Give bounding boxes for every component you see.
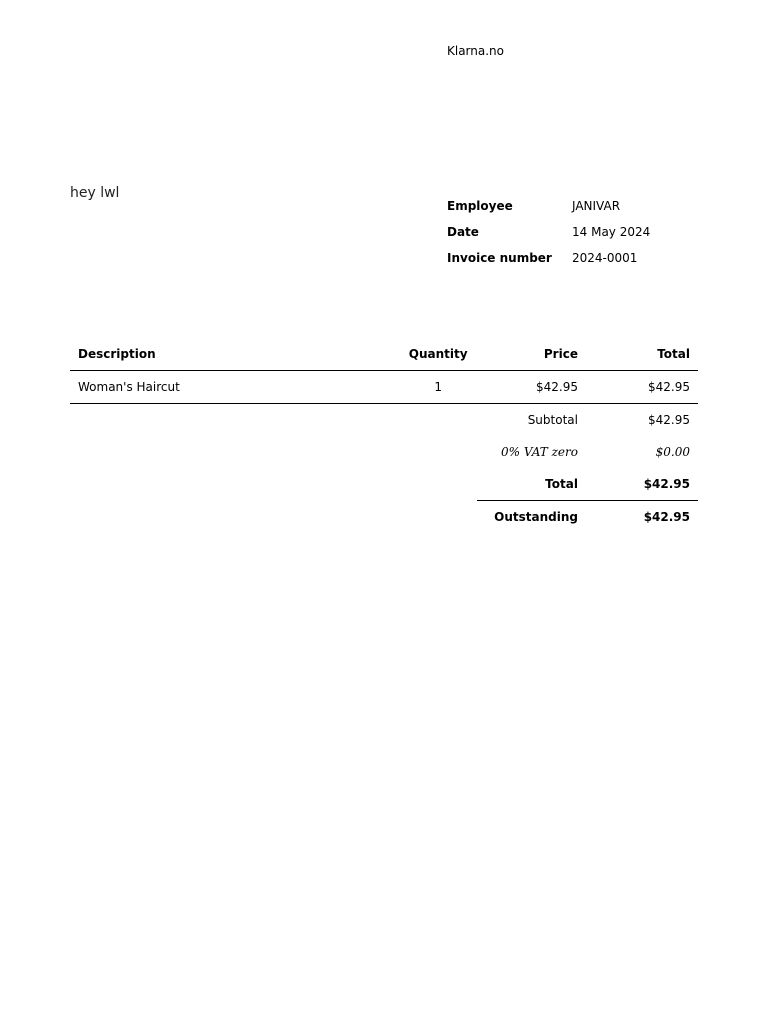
item-total: $42.95	[586, 371, 698, 404]
employee-value: JANIVAR	[572, 199, 621, 213]
meta-row-invoice-number	[447, 249, 650, 275]
outstanding-row	[70, 501, 698, 534]
header-total: Total	[586, 338, 698, 371]
total-row	[70, 468, 698, 501]
table-row	[70, 371, 698, 404]
outstanding-label: Outstanding	[494, 510, 578, 524]
meta-row-employee	[447, 197, 650, 223]
header-description: Description	[70, 338, 399, 371]
spacer	[70, 468, 477, 501]
company-name: Klarna.no	[447, 44, 504, 58]
item-quantity: 1	[399, 371, 477, 404]
header-quantity: Quantity	[399, 338, 477, 371]
subtotal-label: Subtotal	[527, 413, 578, 427]
subtotal-value: $42.95	[648, 413, 690, 427]
spacer	[70, 436, 477, 468]
invoice-meta	[447, 197, 650, 275]
invoice-number-label: Invoice number	[447, 251, 552, 265]
vat-label: 0% VAT zero	[501, 445, 578, 459]
date-value: 14 May 2024	[572, 225, 651, 239]
header-price: Price	[477, 338, 586, 371]
total-label: Total	[477, 468, 586, 501]
line-items-table	[70, 338, 698, 533]
total-value: $42.95	[586, 468, 698, 501]
spacer	[70, 404, 477, 437]
table-header-row	[70, 338, 698, 371]
vat-value: $0.00	[655, 445, 690, 459]
item-description: Woman's Haircut	[70, 371, 399, 404]
spacer	[70, 501, 477, 534]
vat-row	[70, 436, 698, 468]
invoice-number-value: 2024-0001	[572, 251, 638, 265]
outstanding-value: $42.95	[643, 510, 690, 524]
item-price: $42.95	[477, 371, 586, 404]
subtotal-row	[70, 404, 698, 437]
customer-name: hey lwl	[70, 185, 120, 201]
employee-label: Employee	[447, 199, 513, 213]
date-label: Date	[447, 225, 479, 239]
meta-row-date	[447, 223, 650, 249]
